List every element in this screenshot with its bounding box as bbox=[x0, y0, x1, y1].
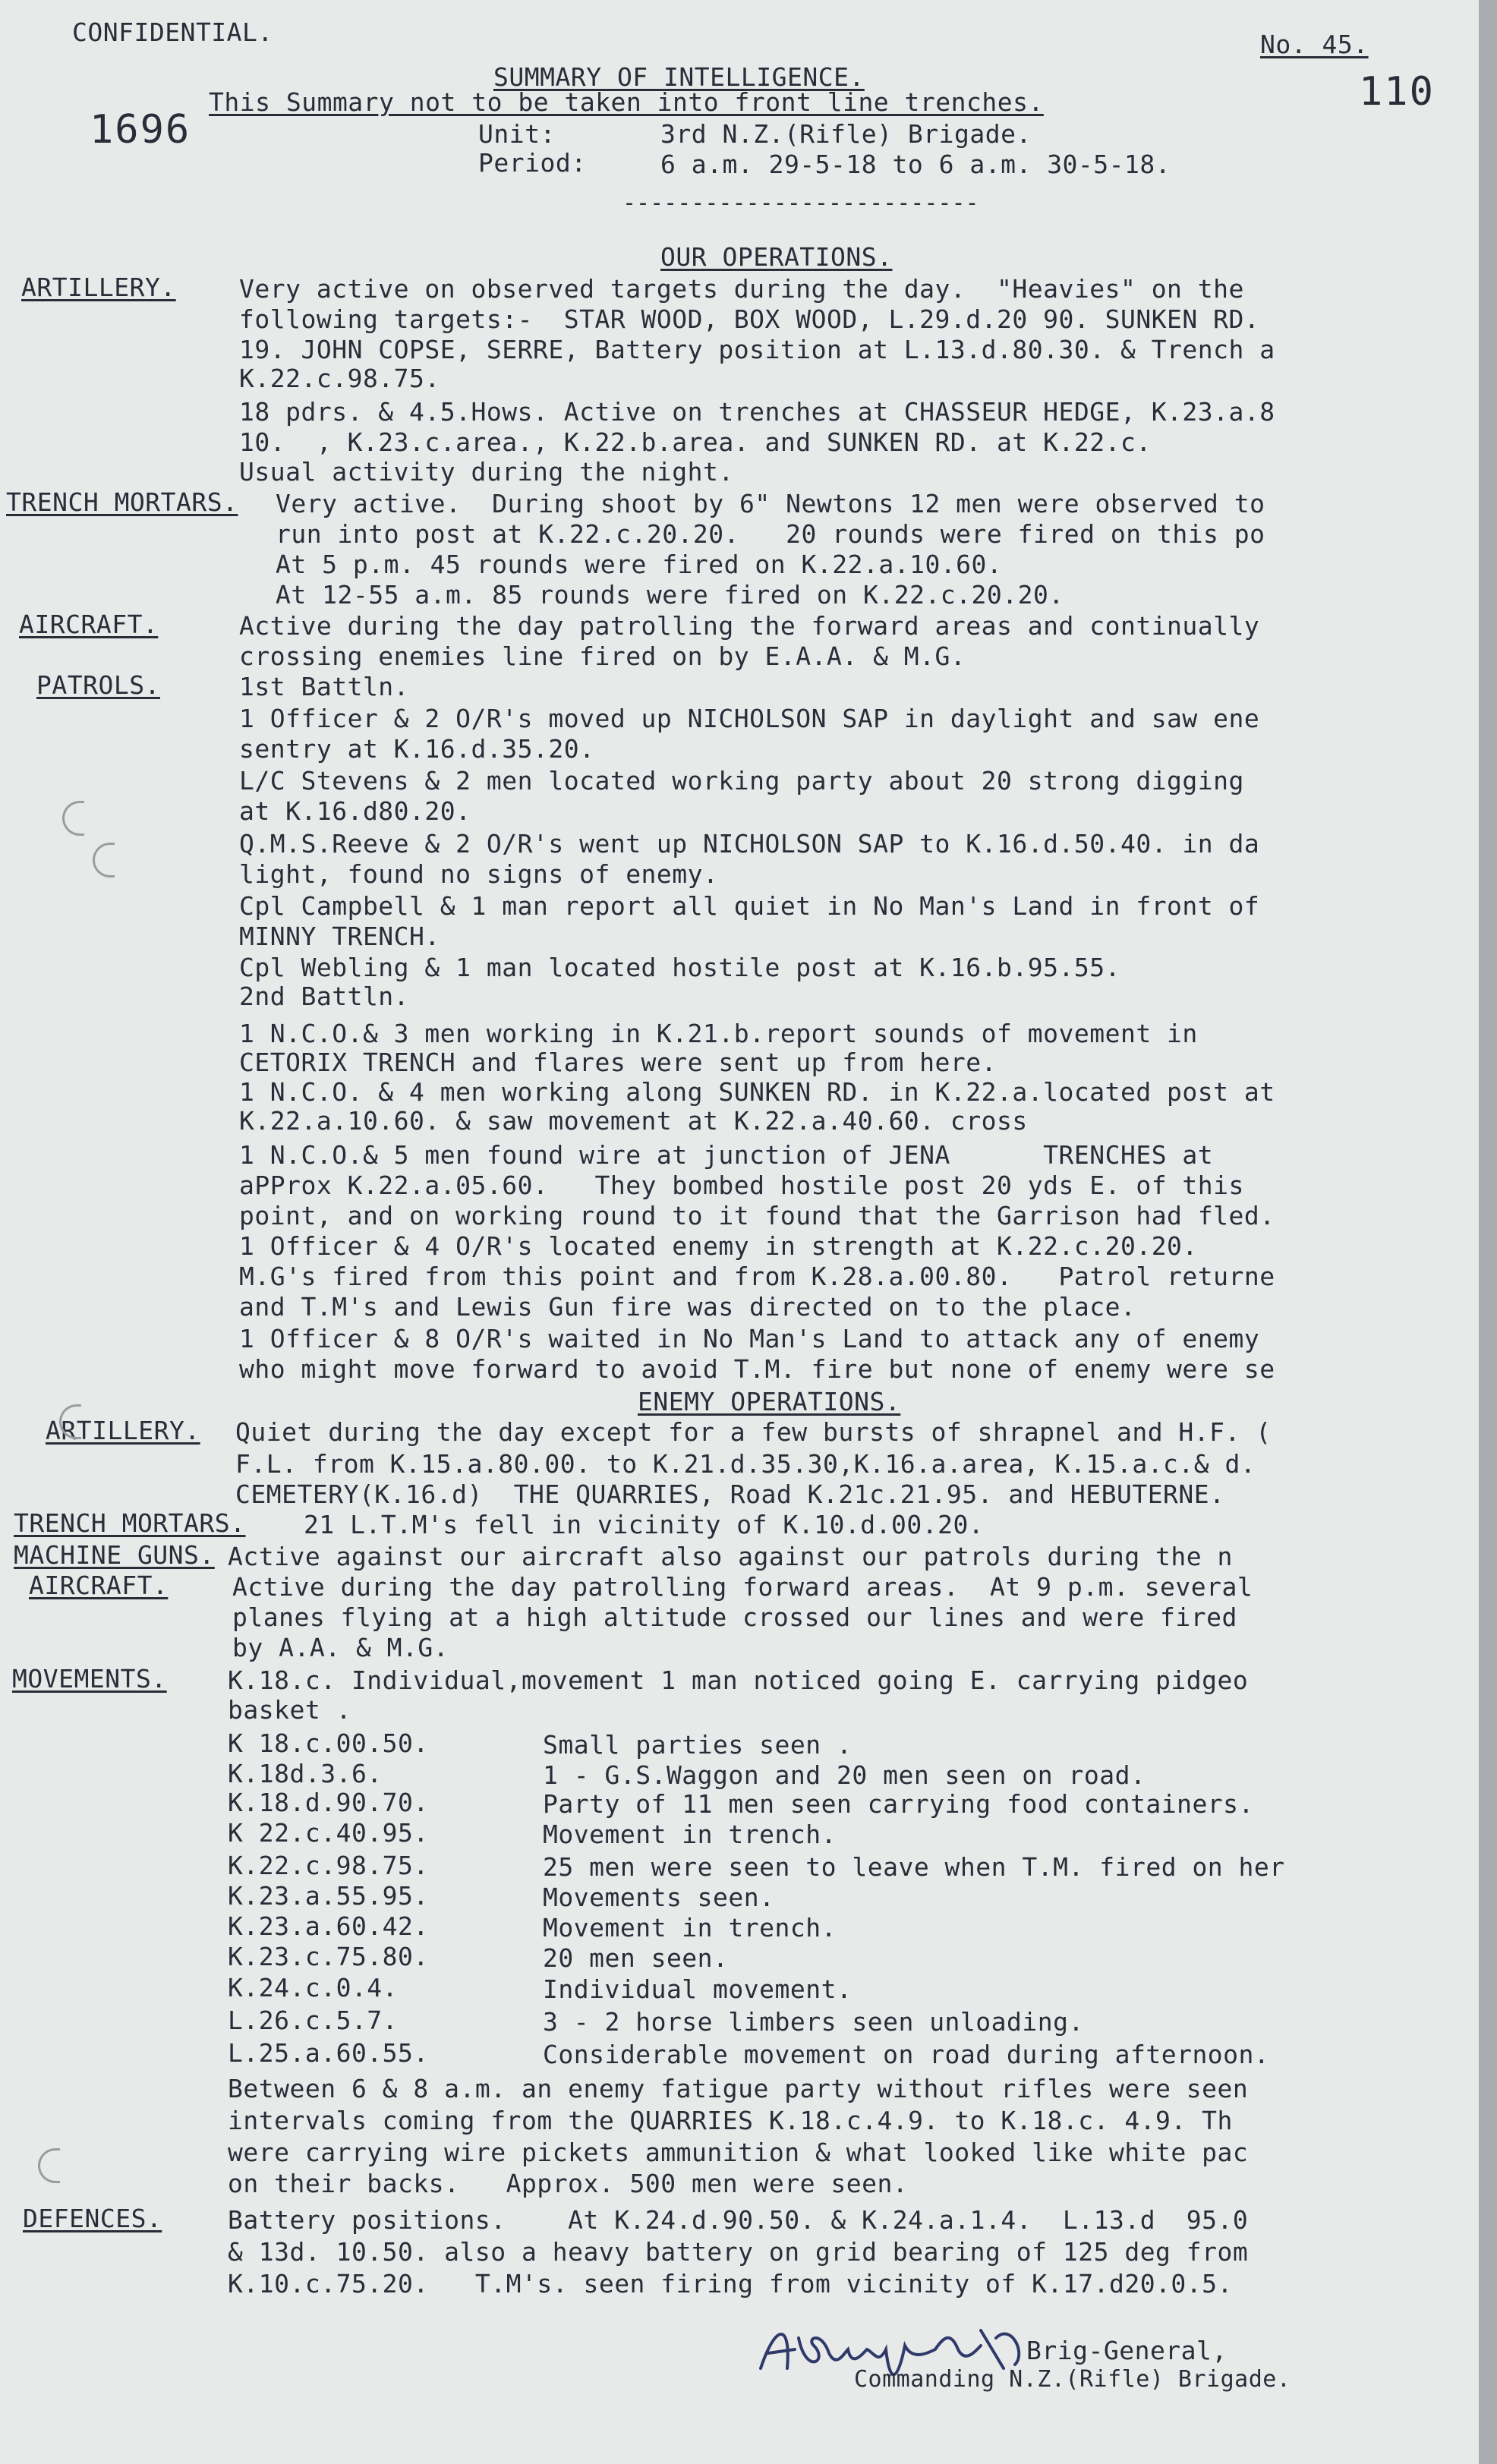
enemy-aircraft-label: AIRCRAFT. bbox=[29, 1571, 169, 1600]
our-artillery-line: K.22.c.98.75. bbox=[239, 364, 440, 393]
patrols-line: sentry at K.16.d.35.20. bbox=[239, 734, 595, 764]
our-aircraft-line: Active during the day patrolling the forward areas and continually bbox=[239, 611, 1260, 641]
patrols-line: K.22.a.10.60. & saw movement at K.22.a.40.60. cross bbox=[239, 1106, 1028, 1136]
movement-grid-ref: K.22.c.98.75. bbox=[228, 1851, 429, 1880]
our-artillery-line: Usual activity during the night. bbox=[239, 457, 734, 487]
patrols-line: L/C Stevens & 2 men located working party about 20 strong digging bbox=[239, 766, 1244, 796]
confidential-stamp: CONFIDENTIAL. bbox=[72, 17, 273, 47]
patrols-line: 1st Battln. bbox=[239, 672, 410, 701]
enemy-artillery-line: Quiet during the day except for a few bursts of shrapnel and H.F. ( bbox=[235, 1417, 1272, 1447]
our-trench-mortars-line: run into post at K.22.c.20.20. 20 rounds were fired on this po bbox=[276, 519, 1265, 549]
movement-description: Movement in trench. bbox=[543, 1820, 837, 1849]
artillery-label: ARTILLERY. bbox=[21, 273, 176, 302]
movement-description: 20 men seen. bbox=[543, 1943, 729, 1973]
our-trench-mortars-line: Very active. During shoot by 6" Newtons 12 men were observed to bbox=[276, 489, 1265, 518]
enemy-aircraft-line: planes flying at a high altitude crossed our lines and were fired bbox=[232, 1602, 1237, 1632]
patrols-line: 1 Officer & 8 O/R's waited in No Man's Land to attack any of enemy bbox=[239, 1324, 1260, 1353]
patrols-line: Cpl Webling & 1 man located hostile post at K.16.b.95.55. bbox=[239, 953, 1120, 982]
movements-outro-line: Between 6 & 8 a.m. an enemy fatigue party without rifles were seen bbox=[228, 2074, 1249, 2103]
signatory-rank: Brig-General, bbox=[1026, 2336, 1228, 2365]
patrols-line: point, and on working round to it found that the Garrison had fled. bbox=[239, 1201, 1275, 1230]
our-trench-mortars-line: At 5 p.m. 45 rounds were fired on K.22.a.10.60. bbox=[276, 550, 1003, 579]
machine-guns-label: MACHINE GUNS. bbox=[14, 1540, 215, 1570]
our-artillery-line: 19. JOHN COPSE, SERRE, Battery position at L.13.d.80.30. & Trench a bbox=[239, 335, 1275, 364]
punch-hole bbox=[62, 801, 84, 836]
aircraft-label: AIRCRAFT. bbox=[19, 610, 159, 639]
page-edge-shadow bbox=[1479, 0, 1497, 2464]
patrols-line: Q.M.S.Reeve & 2 O/R's went up NICHOLSON SAP to K.16.d.50.40. in da bbox=[239, 829, 1260, 859]
punch-hole bbox=[38, 2148, 60, 2183]
movement-description: Individual movement. bbox=[543, 1974, 853, 2004]
patrols-line: CETORIX TRENCH and flares were sent up from here. bbox=[239, 1048, 997, 1077]
punch-hole bbox=[93, 843, 115, 878]
trench-mortars-label: TRENCH MORTARS. bbox=[6, 487, 238, 517]
movements-outro-line: on their backs. Approx. 500 men were seen. bbox=[228, 2169, 909, 2198]
our-trench-mortars-line: At 12-55 a.m. 85 rounds were fired on K.22.c.20.20. bbox=[276, 580, 1064, 610]
document-title: SUMMARY OF INTELLIGENCE. bbox=[493, 62, 865, 92]
enemy-aircraft-line: by A.A. & M.G. bbox=[232, 1633, 449, 1662]
movement-description: Small parties seen . bbox=[543, 1730, 853, 1760]
our-artillery-line: following targets:- STAR WOOD, BOX WOOD, L.29.d.20 90. SUNKEN RD. bbox=[239, 304, 1260, 334]
defences-label: DEFENCES. bbox=[23, 2204, 162, 2233]
our-artillery-line: 10. , K.23.c.area., K.22.b.area. and SUNKEN RD. at K.22.c. bbox=[239, 427, 1152, 457]
our-aircraft-line: crossing enemies line fired on by E.A.A. & M.G. bbox=[239, 641, 966, 671]
unit-value: 3rd N.Z.(Rifle) Brigade. bbox=[660, 119, 1032, 149]
patrols-line: Cpl Campbell & 1 man report all quiet in No Man's Land in front of bbox=[239, 891, 1260, 921]
movement-description: 1 - G.S.Waggon and 20 men seen on road. bbox=[543, 1760, 1146, 1790]
movement-grid-ref: K.23.a.60.42. bbox=[228, 1911, 429, 1941]
movement-grid-ref: L.26.c.5.7. bbox=[228, 2006, 399, 2035]
patrols-line: who might move forward to avoid T.M. fire but none of enemy were se bbox=[239, 1354, 1275, 1384]
movement-grid-ref: K 22.c.40.95. bbox=[228, 1818, 429, 1848]
our-artillery-line: 18 pdrs. & 4.5.Hows. Active on trenches at CHASSEUR HEDGE, K.23.a.8 bbox=[239, 397, 1275, 427]
defences-line: K.10.c.75.20. T.M's. seen firing from vicinity of K.17.d20.0.5. bbox=[228, 2269, 1233, 2299]
period-label: Period: bbox=[478, 148, 587, 178]
our-operations-heading: OUR OPERATIONS. bbox=[660, 242, 893, 272]
patrols-line: 1 Officer & 4 O/R's located enemy in strength at K.22.c.20.20. bbox=[239, 1231, 1198, 1261]
movement-grid-ref: K.23.a.55.95. bbox=[228, 1881, 429, 1911]
enemy-aircraft-line: Active during the day patrolling forward areas. At 9 p.m. several bbox=[232, 1572, 1253, 1602]
period-value: 6 a.m. 29-5-18 to 6 a.m. 30-5-18. bbox=[660, 150, 1171, 179]
patrols-label: PATROLS. bbox=[36, 670, 160, 700]
movement-grid-ref: K.23.c.75.80. bbox=[228, 1942, 429, 1971]
machine-guns-line: Active against our aircraft also against our patrols during the n bbox=[228, 1542, 1233, 1571]
defences-line: & 13d. 10.50. also a heavy battery on grid bearing of 125 deg from bbox=[228, 2237, 1249, 2267]
enemy-trench-mortars-line: 21 L.T.M's fell in vicinity of K.10.d.00.20. bbox=[304, 1510, 985, 1539]
movement-description: 3 - 2 horse limbers seen unloading. bbox=[543, 2007, 1084, 2037]
patrols-line: light, found no signs of enemy. bbox=[239, 859, 719, 889]
enemy-trench-mortars-label: TRENCH MORTARS. bbox=[14, 1508, 246, 1538]
patrols-line: 1 Officer & 2 O/R's moved up NICHOLSON SAP in daylight and saw ene bbox=[239, 704, 1260, 733]
movement-description: Party of 11 men seen carrying food containers. bbox=[543, 1789, 1254, 1819]
movements-outro-line: were carrying wire pickets ammunition & what looked like white pac bbox=[228, 2138, 1249, 2167]
file-number: 1696 bbox=[90, 107, 191, 153]
enemy-artillery-line: F.L. from K.15.a.80.00. to K.21.d.35.30,K.16.a.area, K.15.a.c.& d. bbox=[235, 1449, 1256, 1479]
movement-description: Movements seen. bbox=[543, 1883, 775, 1912]
patrols-line: 2nd Battln. bbox=[239, 982, 410, 1011]
movement-grid-ref: K.18.d.90.70. bbox=[228, 1788, 429, 1817]
movement-grid-ref: K.18d.3.6. bbox=[228, 1759, 383, 1788]
movement-description: Movement in trench. bbox=[543, 1913, 837, 1943]
defences-line: Battery positions. At K.24.d.90.50. & K.24.a.1.4. L.13.d 95.0 bbox=[228, 2205, 1249, 2235]
patrols-line: at K.16.d80.20. bbox=[239, 796, 471, 826]
movements-intro-line: basket . bbox=[228, 1695, 351, 1725]
enemy-artillery-line: CEMETERY(K.16.d) THE QUARRIES, Road K.21c.21.95. and HEBUTERNE. bbox=[235, 1479, 1225, 1509]
movement-description: 25 men were seen to leave when T.M. fired on her bbox=[543, 1852, 1285, 1882]
movement-description: Considerable movement on road during afternoon. bbox=[543, 2040, 1270, 2069]
unit-label: Unit: bbox=[478, 119, 556, 149]
patrols-line: 1 N.C.O. & 4 men working along SUNKEN RD. in K.22.a.located post at bbox=[239, 1077, 1275, 1107]
movement-grid-ref: L.25.a.60.55. bbox=[228, 2038, 429, 2068]
movement-grid-ref: K 18.c.00.50. bbox=[228, 1728, 429, 1758]
distribution-notice: This Summary not to be taken into front line trenches. bbox=[209, 87, 1044, 117]
patrols-line: 1 N.C.O.& 5 men found wire at junction of JENA TRENCHES at bbox=[239, 1140, 1214, 1170]
patrols-line: aPProx K.22.a.05.60. They bombed hostile post 20 yds E. of this bbox=[239, 1171, 1244, 1200]
enemy-operations-heading: ENEMY OPERATIONS. bbox=[638, 1387, 901, 1416]
header-rule: -------------------------- bbox=[622, 190, 979, 216]
page-number: 110 bbox=[1359, 69, 1435, 115]
signatory-command: Commanding N.Z.(Rifle) Brigade. bbox=[854, 2366, 1291, 2393]
patrols-line: M.G's fired from this point and from K.28.a.00.80. Patrol returne bbox=[239, 1262, 1275, 1291]
enemy-artillery-label: ARTILLERY. bbox=[46, 1416, 200, 1445]
movements-outro-line: intervals coming from the QUARRIES K.18.c.4.9. to K.18.c. 4.9. Th bbox=[228, 2106, 1233, 2135]
patrols-line: 1 N.C.O.& 3 men working in K.21.b.report sounds of movement in bbox=[239, 1019, 1198, 1048]
patrols-line: and T.M's and Lewis Gun fire was directed on to the place. bbox=[239, 1292, 1136, 1322]
movements-label: MOVEMENTS. bbox=[12, 1664, 167, 1694]
document-number: No. 45. bbox=[1260, 30, 1369, 59]
movement-grid-ref: K.24.c.0.4. bbox=[228, 1973, 399, 2002]
our-artillery-line: Very active on observed targets during the day. "Heavies" on the bbox=[239, 274, 1244, 304]
movements-intro-line: K.18.c. Individual,movement 1 man noticed going E. carrying pidgeo bbox=[228, 1665, 1249, 1695]
patrols-line: MINNY TRENCH. bbox=[239, 922, 440, 951]
